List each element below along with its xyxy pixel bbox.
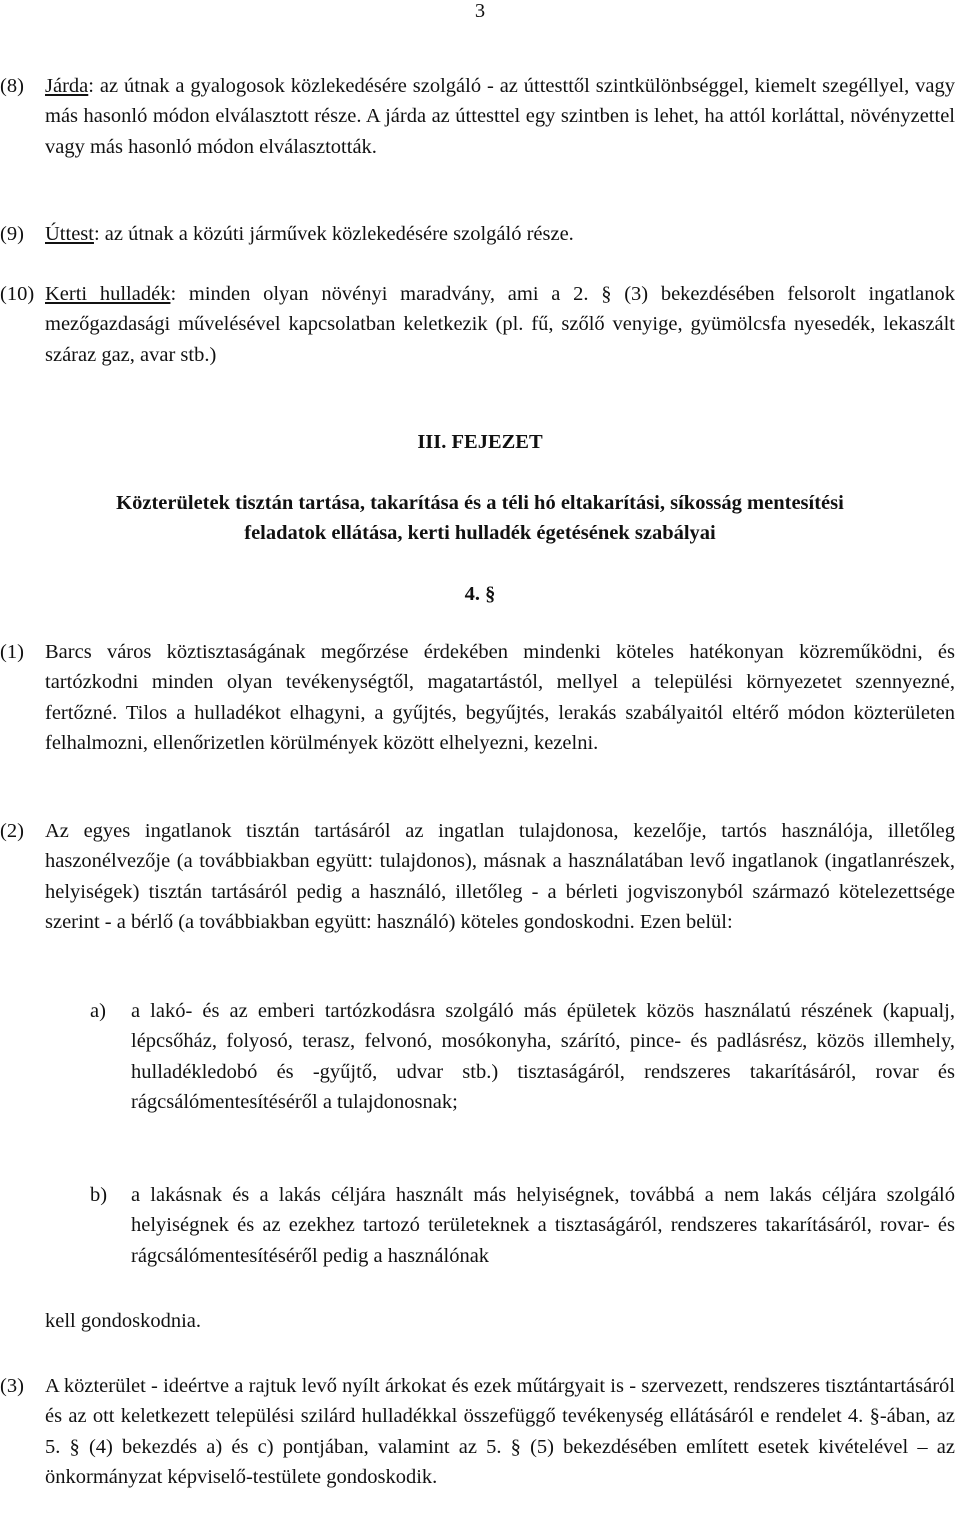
point-text: a lakásnak és a lakás céljára használt más helyiségnek, továbbá a nem lakás céljára szolgáló helyiségnek és az ezekhez tartozó területeknek a tisztaságáról, rendszeres takarításáról, rovar- és rágcsálómentesítéséről pedig a használónak <box>131 1184 955 1267</box>
paragraph-number: (2) <box>0 820 24 842</box>
defined-term: Kerti hulladék <box>45 283 171 305</box>
defined-term: Járda <box>45 75 89 97</box>
point-text: a lakó- és az emberi tartózkodásra szolgáló más épületek közös használatú részének (kapualj, lépcsőház, folyosó, terasz, felvonó, mosókonyha, szárító, pince- és padlásrész, közös illemhely, hulladékledobó és -gyűjtő, udvar stb.) tisztaságáról, rendszeres takarításáról, rovar és rágcsálómentesítéséről a tulajdonosnak; <box>131 1000 955 1113</box>
point-label: a) <box>90 1000 106 1022</box>
definition-text: : az útnak a gyalogosok közlekedésére szolgáló - az úttesttől szintkülönbséggel, kiemelt szegéllyel, vagy más hasonló módon elválasztott része. A járda az úttesttel egy szintben is lehet, ha attól korláttal, növényzettel vagy más hasonló módon elválasztották. <box>45 75 955 158</box>
point-b <box>0 1180 960 1271</box>
point-a <box>0 996 960 1117</box>
item-number: (8) <box>0 75 24 97</box>
chapter-subtitle-line-2: feladatok ellátása, kerti hulladék égetésének szabályai <box>244 522 716 544</box>
paragraph-2-closing: kell gondoskodnia. <box>45 1310 202 1332</box>
point-label: b) <box>90 1184 108 1206</box>
paragraph-text: Az egyes ingatlanok tisztán tartásáról az ingatlan tulajdonosa, kezelője, tartós használója, illetőleg haszonélvezője (a továbbiakban együtt: tulajdonos), másnak a használatában levő ingatlanok (ingatlanrészek, helyiségek) tisztán tartásáról pedig a használó, illetőleg - a bérleti jogviszonyból származó kötelezettsége szerint - a bérlő (a továbbiakban együtt: használó) köteles gondoskodni. Ezen belül: <box>45 820 955 933</box>
definition-9 <box>0 219 960 249</box>
chapter-title: III. FEJEZET <box>417 431 543 453</box>
paragraph-1 <box>0 637 960 758</box>
item-number: (9) <box>0 223 24 245</box>
defined-term: Úttest <box>45 223 94 245</box>
paragraph-number: (3) <box>0 1375 24 1397</box>
page-number: 3 <box>474 0 486 22</box>
paragraph-text: A közterület - ideértve a rajtuk levő nyílt árkokat és ezek műtárgyait is - szervezett, rendszeres tisztántartásáról és az ott keletkezett települési szilárd hulladékkal összefüggő tevékenység ellátásáról e rendelet 4. §-ában, az 5. § (4) bekezdés a) és c) pontjában, valamint az 5. § (5) bekezdésében említett esetek kivételével – az önkormányzat képviselő-testülete gondoskodik. <box>45 1375 955 1488</box>
definition-8 <box>0 71 960 162</box>
definition-text: : minden olyan növényi maradvány, ami a 2. § (3) bekezdésében felsorolt ingatlanok mezőgazdasági művelésével kapcsolatban keletkezik (pl. fű, szőlő venyige, gyümölcsfa nyesedék, lekaszált száraz gaz, avar stb.) <box>45 283 955 366</box>
paragraph-2 <box>0 816 960 937</box>
definition-10 <box>0 279 960 370</box>
paragraph-3 <box>0 1371 960 1492</box>
item-number: (10) <box>0 283 35 305</box>
definition-text: : az útnak a közúti járművek közlekedésére szolgáló része. <box>93 223 574 245</box>
paragraph-text: Barcs város köztisztaságának megőrzése érdekében mindenki köteles hatékonyan közreműködni, és tartózkodni minden olyan tevékenységtől, magatartástól, mellyel a települési környezetet szennyezné, fertőzné. Tilos a hulladékot elhagyni, a gyűjtés, begyűjtés, lerakás szabályaitól eltérő módon közterületen felhalmozni, ellenőrizetlen körülmények között elhelyezni, kezelni. <box>45 641 955 754</box>
section-number: 4. § <box>464 583 496 605</box>
chapter-subtitle-line-1: Közterületek tisztán tartása, takarítása és a téli hó eltakarítási, síkosság mentesítési <box>116 492 844 514</box>
paragraph-number: (1) <box>0 641 24 663</box>
